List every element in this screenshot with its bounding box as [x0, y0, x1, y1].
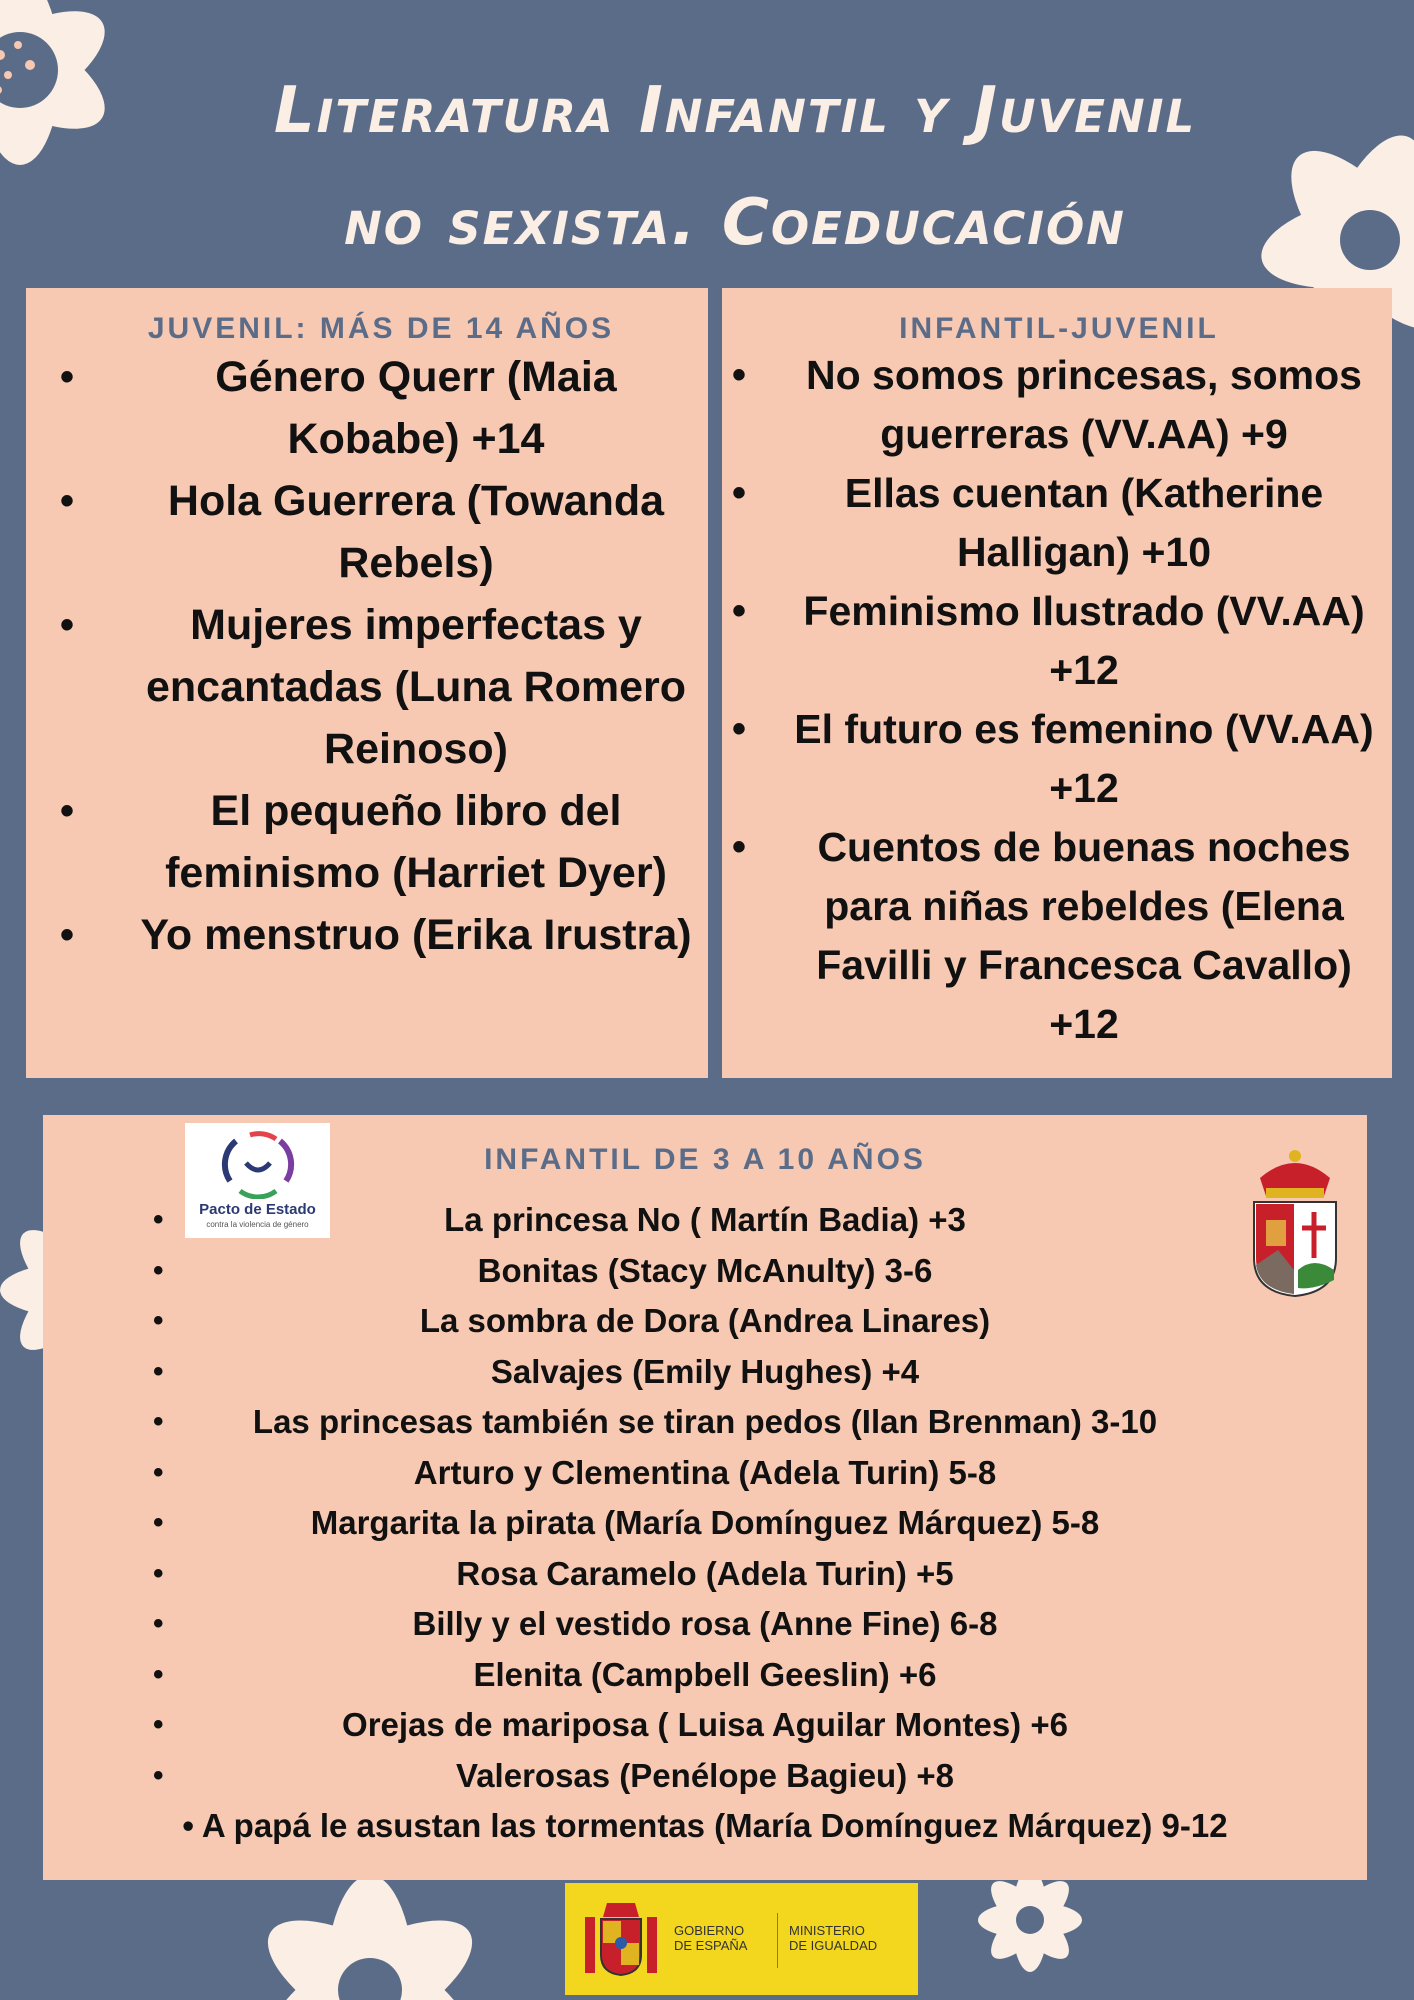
bullet: •: [60, 355, 75, 399]
list-item: • Feminismo Ilustrado (VV.AA) +12: [732, 582, 1386, 700]
spain-coat-of-arms-icon: [583, 1899, 659, 1979]
list-item: • Rosa Caramelo (Adela Turin) +5: [103, 1549, 1307, 1600]
section-heading-infantil-juvenil: INFANTIL-JUVENIL: [899, 312, 1219, 345]
bullet: •: [60, 913, 75, 957]
bullet: •: [732, 589, 747, 633]
bullet: •: [182, 1807, 194, 1844]
bullet: •: [153, 1405, 164, 1438]
list-item: • Cuentos de buenas noches para niñas rebeldes (Elena Favilli y Francesca Cavallo) +12: [732, 818, 1386, 1054]
title-line-2: no sexista. Coeducación: [344, 186, 1126, 260]
list-item: • Yo menstruo (Erika Irustra): [60, 904, 702, 966]
book-list-infantil: [103, 1195, 1307, 1852]
list-item: • Arturo y Clementina (Adela Turin) 5-8: [103, 1448, 1307, 1499]
bullet: •: [60, 479, 75, 523]
pacto-de-estado-logo: [185, 1123, 330, 1238]
bullet: •: [153, 1203, 164, 1236]
list-item: • Ellas cuentan (Katherine Halligan) +10: [732, 464, 1386, 582]
title-line-1: Literatura Infantil y Juvenil: [273, 74, 1197, 148]
list-item: • Margarita la pirata (María Domínguez Márquez) 5-8: [103, 1498, 1307, 1549]
list-item: • La princesa No ( Martín Badia) +3: [103, 1195, 1307, 1246]
bullet: •: [60, 603, 75, 647]
bullet: •: [153, 1253, 164, 1287]
flower-bottom-left: [220, 1870, 520, 2000]
bullet: •: [153, 1708, 164, 1741]
bullet: •: [732, 471, 747, 515]
panel-infantil-juvenil: [722, 288, 1392, 1078]
section-heading-infantil: INFANTIL DE 3 A 10 AÑOS: [484, 1143, 926, 1176]
list-item: • A papá le asustan las tormentas (María Domínguez Márquez) 9-12: [182, 1807, 1228, 1844]
bullet: •: [153, 1657, 164, 1691]
bullet: •: [732, 825, 747, 869]
pacto-smile-icon: [220, 1129, 296, 1199]
list-item: • No somos princesas, somos guerreras (VV.AA) +9: [732, 346, 1386, 464]
pacto-name: Pacto de Estado: [199, 1201, 316, 1218]
panel-juvenil: [26, 288, 708, 1078]
list-item: • Hola Guerrera (Towanda Rebels): [60, 470, 702, 594]
ministerio-text: MINISTERIO DE IGUALDAD: [789, 1923, 878, 1953]
section-heading-juvenil: JUVENIL: MÁS DE 14 AÑOS: [147, 312, 615, 345]
bullet: •: [732, 353, 747, 397]
list-item: • Mujeres imperfectas y encantadas (Luna Romero Reinoso): [60, 594, 702, 780]
list-item: • Las princesas también se tiran pedos (Ilan Brenman) 3-10: [103, 1397, 1307, 1448]
list-item: • Elenita (Campbell Geeslin) +6: [103, 1650, 1307, 1701]
bullet: •: [732, 707, 747, 751]
divider: [777, 1913, 778, 1968]
bullet: •: [153, 1304, 164, 1337]
book-list-infantil-juvenil: [732, 346, 1386, 1054]
bullet: •: [60, 789, 75, 833]
gobierno-espana-logo: [565, 1883, 918, 1995]
list-item: • Bonitas (Stacy McAnulty) 3-6: [103, 1246, 1307, 1297]
pacto-subtitle: contra la violencia de género: [206, 1220, 309, 1229]
bullet: •: [153, 1607, 164, 1640]
list-item: • Billy y el vestido rosa (Anne Fine) 6-8: [103, 1599, 1307, 1650]
coat-of-arms-icon: [1248, 1140, 1342, 1298]
list-item: • Orejas de mariposa ( Luisa Aguilar Montes) +6: [103, 1700, 1307, 1751]
list-item: • El pequeño libro del feminismo (Harriet Dyer): [60, 780, 702, 904]
list-item: • Salvajes (Emily Hughes) +4: [103, 1347, 1307, 1398]
list-item: • Género Querr (Maia Kobabe) +14: [60, 346, 702, 470]
bullet: •: [153, 1758, 164, 1792]
bullet: •: [153, 1455, 164, 1489]
book-list-juvenil: [60, 346, 702, 966]
list-item: • Valerosas (Penélope Bagieu) +8: [103, 1751, 1307, 1802]
bullet: •: [153, 1354, 164, 1388]
list-item: • El futuro es femenino (VV.AA) +12: [732, 700, 1386, 818]
gobierno-text: GOBIERNO DE ESPAÑA: [674, 1923, 748, 1953]
bullet: •: [153, 1506, 164, 1539]
bullet: •: [153, 1556, 164, 1590]
page-title: [160, 55, 1310, 279]
list-item: • La sombra de Dora (Andrea Linares): [103, 1296, 1307, 1347]
